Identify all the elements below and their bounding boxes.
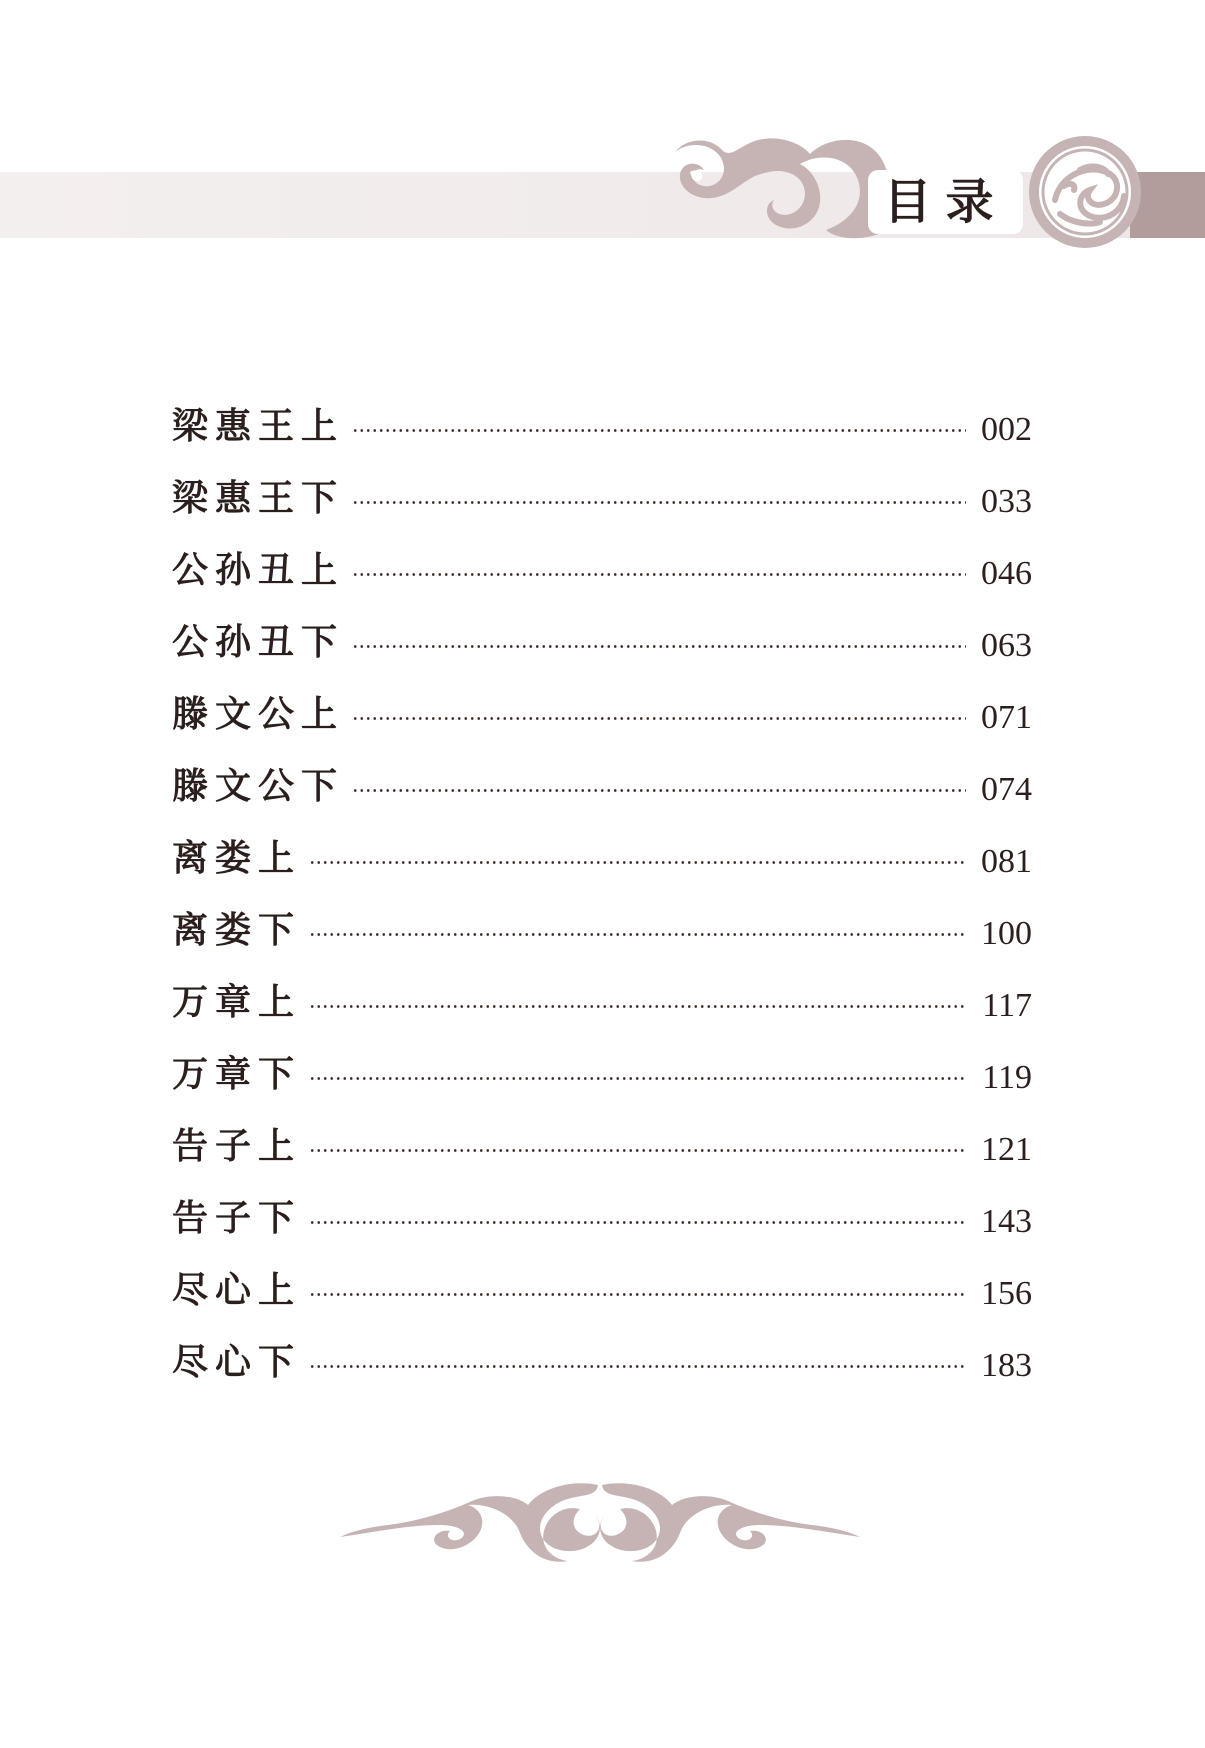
toc-entry-title: 梁惠王上 (172, 405, 345, 447)
toc-entry-page-number: 121 (981, 1131, 1032, 1168)
toc-entry[interactable] (172, 462, 1032, 534)
page-title: 目录 (883, 174, 1008, 230)
toc-entry-page-number: 119 (982, 1059, 1032, 1096)
toc-entry[interactable] (172, 1254, 1032, 1326)
toc-leader-dots (309, 1221, 966, 1224)
toc-entry-title: 梁惠王下 (172, 477, 345, 519)
toc-entry-title: 公孙丑下 (172, 621, 345, 663)
toc-entry-title: 公孙丑上 (172, 549, 345, 591)
toc-leader-dots (309, 861, 966, 864)
toc-leader-dots (352, 573, 966, 576)
toc-entry-title: 滕文公上 (172, 693, 345, 735)
toc-leader-dots (352, 501, 966, 504)
toc-entry-page-number: 117 (982, 987, 1032, 1024)
toc-entry-title: 万章上 (172, 981, 302, 1023)
toc-entry[interactable] (172, 390, 1032, 462)
toc-entry-page-number: 183 (981, 1347, 1032, 1384)
toc-leader-dots (352, 645, 966, 648)
cloud-scroll-ornament-icon (340, 1475, 860, 1585)
toc-entry-page-number: 081 (981, 843, 1032, 880)
toc-leader-dots (352, 717, 966, 720)
toc-leader-dots (309, 1149, 966, 1152)
toc-entry-page-number: 002 (981, 411, 1032, 448)
toc-leader-dots (309, 1293, 966, 1296)
toc-entry-page-number: 063 (981, 627, 1032, 664)
toc-entry[interactable] (172, 534, 1032, 606)
toc-entry-title: 离娄下 (172, 909, 302, 951)
toc-leader-dots (352, 429, 966, 432)
toc-entry-title: 离娄上 (172, 837, 302, 879)
toc-entry[interactable] (172, 894, 1032, 966)
toc-entry-page-number: 033 (981, 483, 1032, 520)
toc-entry-title: 尽心上 (172, 1269, 302, 1311)
toc-entry-title: 告子下 (172, 1197, 302, 1239)
toc-entry-page-number: 156 (981, 1275, 1032, 1312)
toc-entry-title: 告子上 (172, 1125, 302, 1167)
toc-entry-page-number: 100 (981, 915, 1032, 952)
toc-entry-title: 滕文公下 (172, 765, 345, 807)
toc-entry[interactable] (172, 1110, 1032, 1182)
toc-entry-page-number: 143 (981, 1203, 1032, 1240)
toc-entry[interactable] (172, 678, 1032, 750)
title-box (868, 170, 1023, 234)
toc-entry[interactable] (172, 1182, 1032, 1254)
toc-entry[interactable] (172, 1038, 1032, 1110)
toc-entry[interactable] (172, 750, 1032, 822)
toc-entry[interactable] (172, 1326, 1032, 1398)
toc-entry-page-number: 074 (981, 771, 1032, 808)
toc-entry[interactable] (172, 966, 1032, 1038)
toc-leader-dots (352, 789, 966, 792)
toc-leader-dots (309, 1365, 966, 1368)
toc-entry[interactable] (172, 822, 1032, 894)
toc-entry[interactable] (172, 606, 1032, 678)
toc-leader-dots (309, 933, 966, 936)
toc-entry-title: 尽心下 (172, 1341, 302, 1383)
table-of-contents (172, 390, 1032, 1398)
toc-entry-page-number: 071 (981, 699, 1032, 736)
toc-leader-dots (309, 1005, 966, 1008)
toc-leader-dots (309, 1077, 966, 1080)
toc-entry-page-number: 046 (981, 555, 1032, 592)
toc-entry-title: 万章下 (172, 1053, 302, 1095)
